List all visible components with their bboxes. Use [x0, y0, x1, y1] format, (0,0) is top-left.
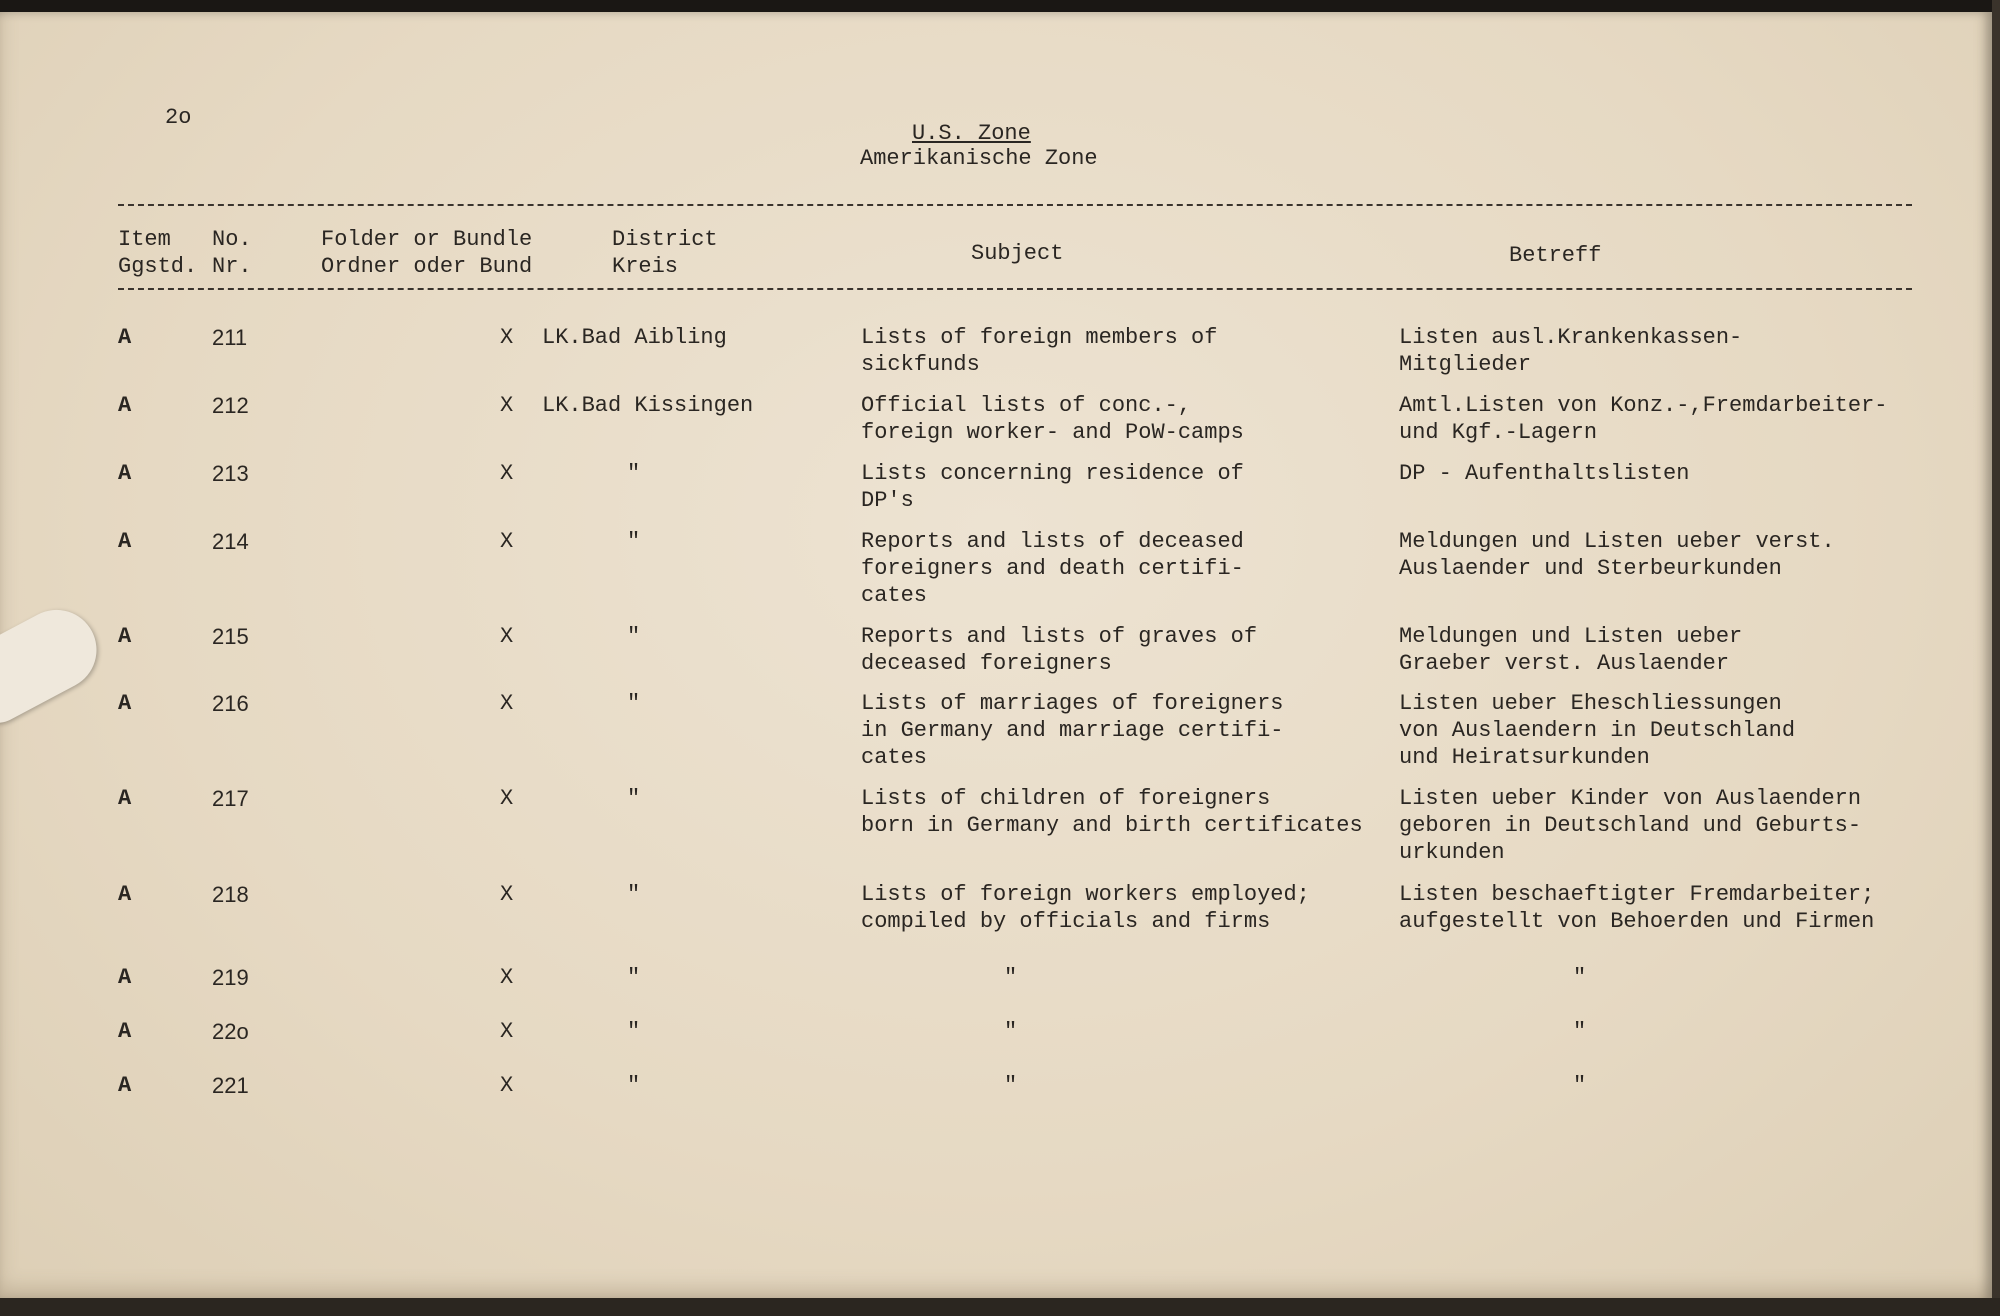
- row-item: A: [118, 965, 132, 990]
- row-item: A: [118, 325, 132, 350]
- row-folder-mark: X: [500, 461, 514, 486]
- row-subject: ": [1004, 965, 1018, 990]
- row-subject: Lists concerning residence of DP's: [861, 461, 1244, 513]
- row-betreff: Amtl.Listen von Konz.-,Fremdarbeiter- und Kgf.-Lagern: [1399, 393, 1888, 445]
- row-number: 217: [212, 786, 249, 811]
- row-betreff: Meldungen und Listen ueber Graeber verst. Auslaender: [1399, 624, 1743, 676]
- row-item: A: [118, 786, 132, 811]
- row-district: ": [627, 624, 641, 649]
- bottom-shadow: [0, 1298, 2000, 1316]
- row-folder-mark: X: [500, 1073, 514, 1098]
- row-item: A: [118, 882, 132, 907]
- document-page: [0, 12, 1992, 1302]
- row-folder-mark: X: [500, 325, 514, 350]
- row-number: 215: [212, 624, 249, 649]
- row-item: A: [118, 461, 132, 486]
- row-item: A: [118, 393, 132, 418]
- row-folder-mark: X: [500, 624, 514, 649]
- row-subject: ": [1004, 1073, 1018, 1098]
- row-betreff: Listen ueber Kinder von Auslaendern geboren in Deutschland und Geburts- urkunden: [1399, 786, 1862, 865]
- row-folder-mark: X: [500, 882, 514, 907]
- row-folder-mark: X: [500, 1019, 514, 1044]
- row-district: ": [627, 786, 641, 811]
- row-folder-mark: X: [500, 786, 514, 811]
- row-item: A: [118, 529, 132, 554]
- row-subject: ": [1004, 1019, 1018, 1044]
- row-subject: Reports and lists of graves of deceased foreigners: [861, 624, 1258, 676]
- page-subtitle: Amerikanische Zone: [860, 146, 1098, 171]
- row-number: 212: [212, 393, 249, 418]
- row-number: 219: [212, 965, 249, 990]
- row-folder-mark: X: [500, 529, 514, 554]
- page-edge: [1992, 0, 2000, 1316]
- row-number: 221: [212, 1073, 249, 1098]
- row-district: ": [627, 1019, 641, 1044]
- row-item: A: [118, 691, 132, 716]
- row-betreff: DP - Aufenthaltslisten: [1399, 461, 1690, 486]
- row-number: 213: [212, 461, 249, 486]
- header-subject: Subject: [971, 241, 1064, 266]
- row-district: LK.Bad Aibling: [542, 325, 727, 350]
- row-subject: Lists of foreign workers employed; compiled by officials and firms: [861, 882, 1310, 934]
- row-number: 211: [212, 325, 248, 350]
- row-subject: Reports and lists of deceased foreigners and death certifi- cates: [861, 529, 1244, 608]
- row-item: A: [118, 624, 132, 649]
- row-district: ": [627, 461, 641, 486]
- row-folder-mark: X: [500, 965, 514, 990]
- row-number: 214: [212, 529, 249, 554]
- row-number: 22o: [212, 1019, 249, 1044]
- header-no: No. Nr.: [212, 227, 252, 279]
- row-betreff: Listen ueber Eheschliessungen von Auslaendern in Deutschland und Heiratsurkunden: [1399, 691, 1796, 770]
- row-district: ": [627, 1073, 641, 1098]
- row-subject: Official lists of conc.-, foreign worker- and PoW-camps: [861, 393, 1244, 445]
- row-betreff: ": [1573, 1019, 1587, 1044]
- row-betreff: Listen ausl.Krankenkassen- Mitglieder: [1399, 325, 1743, 377]
- row-folder-mark: X: [500, 393, 514, 418]
- row-subject: Lists of children of foreigners born in Germany and birth certificates: [861, 786, 1363, 838]
- row-folder-mark: X: [500, 691, 514, 716]
- row-district: LK.Bad Kissingen: [542, 393, 754, 418]
- header-folder: Folder or Bundle Ordner oder Bund: [321, 227, 533, 279]
- row-betreff: ": [1573, 965, 1587, 990]
- row-number: 216: [212, 691, 249, 716]
- row-district: ": [627, 882, 641, 907]
- paper-tab: [0, 596, 111, 732]
- header-rule-bottom: [118, 288, 1912, 290]
- header-item: Item Ggstd.: [118, 227, 198, 279]
- row-betreff: Meldungen und Listen ueber verst. Auslaender und Sterbeurkunden: [1399, 529, 1835, 581]
- header-district: District Kreis: [612, 227, 718, 279]
- page-title: U.S. Zone: [912, 121, 1031, 146]
- row-subject: Lists of marriages of foreigners in Germany and marriage certifi- cates: [861, 691, 1284, 770]
- header-betreff: Betreff: [1509, 243, 1602, 268]
- row-number: 218: [212, 882, 249, 907]
- row-district: ": [627, 691, 641, 716]
- row-betreff: Listen beschaeftigter Fremdarbeiter; aufgestellt von Behoerden und Firmen: [1399, 882, 1875, 934]
- row-district: ": [627, 529, 641, 554]
- row-betreff: ": [1573, 1073, 1587, 1098]
- row-item: A: [118, 1019, 132, 1044]
- header-rule-top: [118, 204, 1912, 206]
- row-subject: Lists of foreign members of sickfunds: [861, 325, 1218, 377]
- row-item: A: [118, 1073, 132, 1098]
- row-district: ": [627, 965, 641, 990]
- page-number: 2o: [165, 105, 192, 130]
